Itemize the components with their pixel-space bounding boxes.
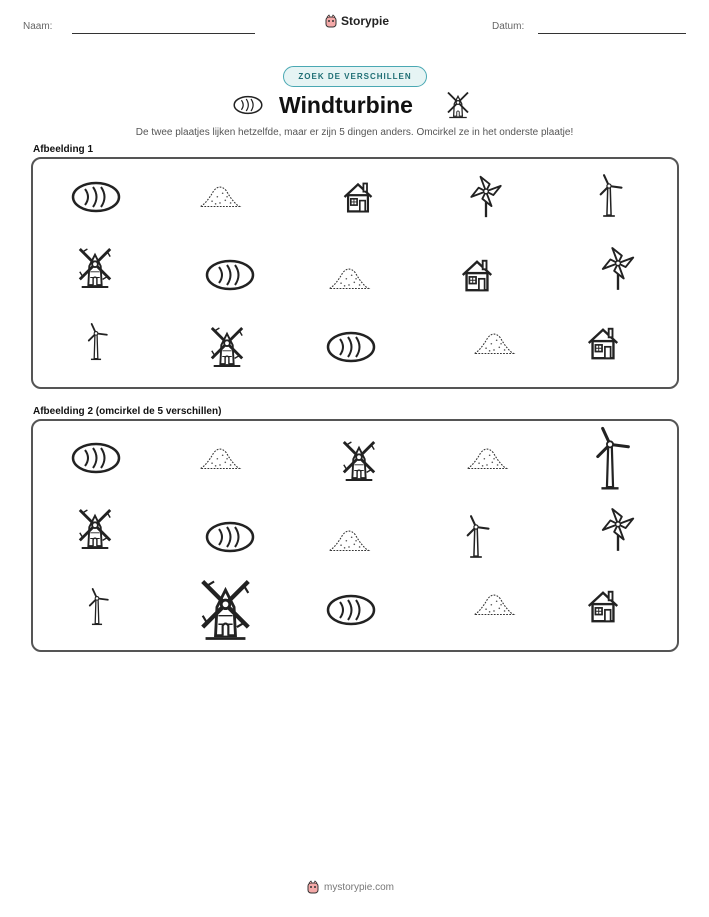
footer — [306, 880, 394, 894]
footer-url: mystorypie.com — [324, 881, 395, 893]
picture-2-sand-pile-icon[interactable] — [197, 442, 243, 472]
date-line[interactable] — [538, 33, 686, 34]
picture-1-bread-icon — [205, 257, 255, 293]
picture-2-wind-turbine-icon[interactable] — [588, 423, 632, 495]
title-windmill-icon — [445, 90, 471, 120]
picture-2-bread-icon[interactable] — [205, 519, 255, 555]
picture-2-label: Afbeelding 2 (omcirkel de 5 verschillen) — [33, 406, 222, 417]
picture-1-sand-pile-icon — [471, 327, 517, 357]
picture-1-sand-pile-icon — [197, 180, 243, 210]
picture-1-house-icon — [584, 323, 622, 363]
title-bread-icon — [233, 94, 263, 116]
picture-2-sand-pile-icon[interactable] — [464, 442, 510, 472]
picture-1-windmill-icon — [76, 244, 114, 292]
picture-1-label: Afbeelding 1 — [33, 144, 94, 155]
picture-1-wind-turbine-icon — [594, 173, 624, 219]
instructions-text: De twee plaatjes lijken hetzelfde, maar er zijn 5 dingen anders. Omcirkel ze in het onderste plaatje! — [135, 127, 574, 138]
picture-2-sand-pile-icon[interactable] — [326, 524, 372, 554]
picture-2-bread-icon[interactable] — [326, 592, 376, 628]
picture-1-pinwheel-icon — [599, 244, 637, 292]
worksheet-title: Windturbine — [279, 92, 413, 118]
name-line[interactable] — [72, 33, 255, 34]
picture-2-wind-turbine-icon[interactable] — [84, 583, 110, 631]
date-label: Datum: — [492, 21, 525, 32]
picture-2-windmill-icon[interactable] — [340, 437, 378, 485]
picture-1-house-icon — [340, 178, 376, 216]
storypie-logo — [324, 14, 389, 28]
picture-2-bread-icon[interactable] — [71, 440, 121, 476]
picture-2-windmill-icon[interactable] — [76, 505, 114, 553]
picture-1-bread-icon — [71, 179, 121, 215]
picture-2-pinwheel-icon[interactable] — [599, 505, 637, 553]
picture-1-house-icon — [458, 255, 496, 295]
picture-1-sand-pile-icon — [326, 262, 372, 292]
picture-2-sand-pile-icon[interactable] — [471, 588, 517, 618]
picture-2-wind-turbine-icon[interactable] — [461, 511, 491, 563]
picture-1-bread-icon — [326, 329, 376, 365]
logo-text: Storypie — [341, 14, 390, 28]
storypie-mascot-icon — [324, 14, 338, 28]
activity-badge: ZOEK DE VERSCHILLEN — [283, 66, 427, 87]
picture-2-house-icon[interactable] — [584, 586, 622, 626]
picture-1-windmill-icon — [208, 323, 246, 371]
storypie-mascot-icon — [306, 880, 320, 894]
picture-1-wind-turbine-icon — [83, 318, 109, 366]
name-label: Naam: — [23, 21, 53, 32]
picture-1-pinwheel-icon — [466, 173, 506, 219]
picture-2-windmill-icon[interactable] — [197, 575, 254, 645]
